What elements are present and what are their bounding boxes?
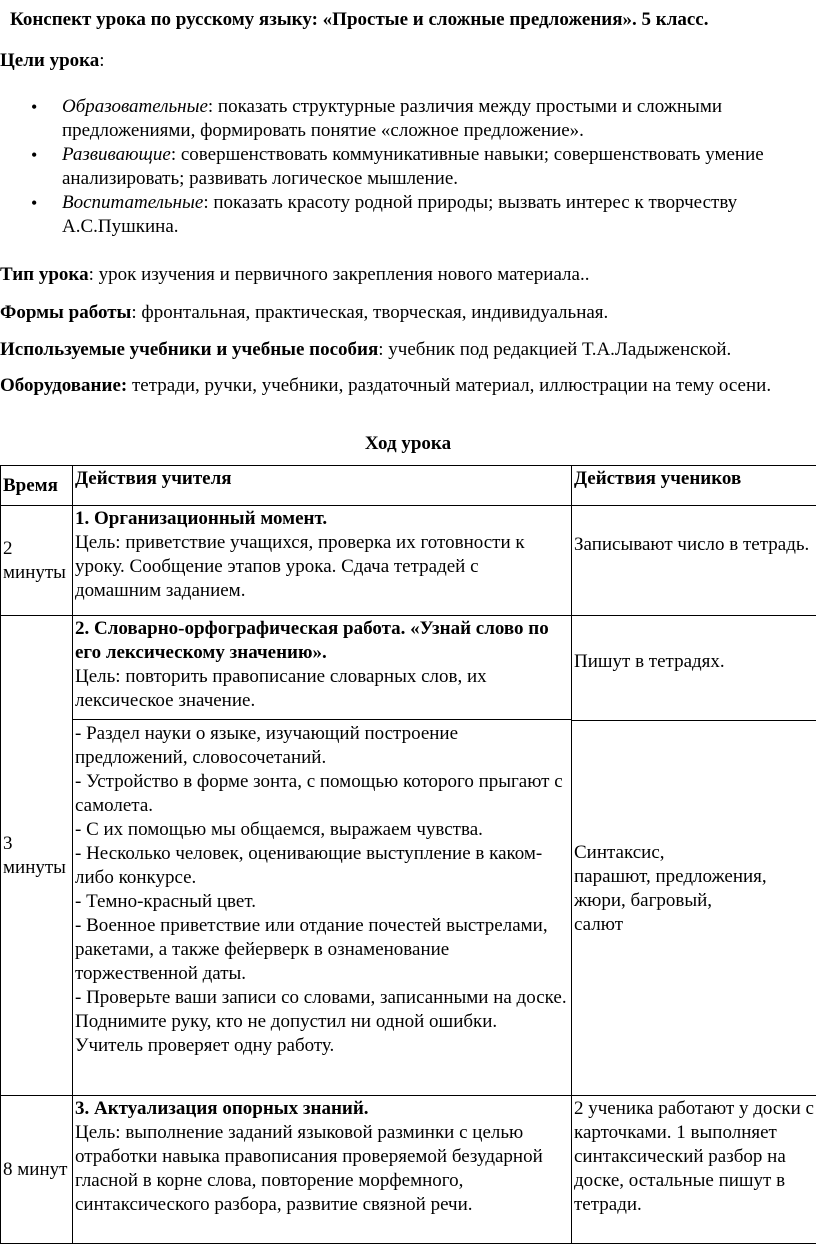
definition-line: - Устройство в форме зонта, с помощью которого прыгают с самолета. bbox=[75, 771, 563, 816]
header-time: Время bbox=[1, 466, 73, 506]
info-text: : урок изучения и первичного закрепления нового материала.. bbox=[88, 264, 590, 285]
goal-item bbox=[0, 143, 810, 191]
info-text: тетради, ручки, учебники, раздаточный материал, иллюстрации на тему осени. bbox=[127, 375, 772, 396]
table-row bbox=[1, 506, 816, 616]
pupils-cell: Записывают число в тетрадь. bbox=[572, 506, 816, 616]
cell-divider bbox=[572, 720, 816, 721]
goals-list bbox=[0, 95, 810, 239]
definition-line: - Раздел науки о языке, изучающий построение предложений, словосочетаний. bbox=[75, 723, 459, 768]
goals-heading-label: Цели урока bbox=[0, 50, 100, 71]
teacher-cell bbox=[73, 616, 572, 1096]
definition-line: Учитель проверяет одну работу. bbox=[75, 1035, 335, 1056]
goal-item bbox=[0, 95, 810, 143]
table-row bbox=[1, 616, 816, 1096]
goal-label: Воспитательные bbox=[62, 192, 204, 213]
pupils-cell: 2 ученика работают у доски с карточками. 1 выполняет синтаксический разбор на доске, остальные пишут в тетради. bbox=[572, 1096, 816, 1244]
stage-title: 2. Словарно-орфографическая работа. «Узнай слово по его лексическому значению». bbox=[75, 618, 549, 663]
info-label: Используемые учебники и учебные пособия bbox=[0, 339, 379, 360]
lesson-table bbox=[0, 465, 816, 1244]
info-text: : фронтальная, практическая, творческая, индивидуальная. bbox=[131, 302, 609, 323]
pupils-task: Пишут в тетрадях. bbox=[574, 651, 725, 672]
definition-line: - Проверьте ваши записи со словами, записанными на доске. Поднимите руку, кто не допустил ни одной ошибки. bbox=[75, 987, 567, 1032]
goal-text: : совершенствовать коммуникативные навыки; совершенствовать умение анализировать; развивать логическое мышление. bbox=[62, 144, 764, 189]
goal-text: : показать красоту родной природы; вызвать интерес к творчеству А.С.Пушкина. bbox=[62, 192, 738, 237]
header-pupils: Действия учеников bbox=[572, 466, 816, 506]
answers-block bbox=[574, 723, 816, 937]
answer-line: Синтаксис, bbox=[574, 842, 665, 863]
info-label: Тип урока bbox=[0, 264, 89, 285]
answer-line: салют bbox=[574, 914, 623, 935]
lesson-flow-heading: Ход урока bbox=[364, 433, 452, 454]
goal-label: Развивающие bbox=[62, 144, 171, 165]
stage-title: 1. Организационный момент. bbox=[75, 508, 328, 529]
goal-text: : показать структурные различия между простыми и сложными предложениями, формировать понятие «сложное предложение». bbox=[62, 96, 723, 141]
definition-line: - С их помощью мы общаемся, выражаем чувства. bbox=[75, 819, 483, 840]
document-title: Конспект урока по русскому языку: «Простые и сложные предложения». 5 класс. bbox=[10, 9, 709, 30]
stage-title: 3. Актуализация опорных знаний. bbox=[75, 1098, 369, 1119]
stage-goal: Цель: повторить правописание словарных слов, их лексическое значение. bbox=[75, 666, 487, 711]
goal-item bbox=[0, 191, 810, 239]
textbooks bbox=[0, 338, 812, 362]
goal-label: Образовательные bbox=[62, 96, 208, 117]
stage-goal: Цель: выполнение заданий языковой разминки с целью отработки навыка правописания проверяемой безударной гласной в корне слова, повторение морфемного, синтаксического разбора, развитие связной речи. bbox=[75, 1122, 543, 1215]
stage-goal: Цель: приветствие учащихся, проверка их готовности к уроку. Сообщение этапов урока. Сдача тетрадей с домашним заданием. bbox=[75, 532, 525, 601]
teacher-cell bbox=[73, 1096, 572, 1244]
lesson-type bbox=[0, 263, 812, 287]
definition-line: - Военное приветствие или отдание почестей выстрелами, ракетами, а также фейерверк в ознаменование торжественной даты. bbox=[75, 915, 548, 984]
pupils-cell bbox=[572, 616, 816, 1096]
time-cell: 3 минуты bbox=[1, 616, 73, 1096]
teacher-cell bbox=[73, 506, 572, 616]
goals-heading bbox=[0, 49, 105, 73]
cell-divider bbox=[73, 719, 571, 720]
header-teacher: Действия учителя bbox=[73, 466, 572, 506]
table-header-row bbox=[1, 466, 816, 506]
info-label: Формы работы bbox=[0, 302, 132, 323]
time-cell: 2 минуты bbox=[1, 506, 73, 616]
work-forms bbox=[0, 301, 812, 325]
definition-line: - Темно-красный цвет. bbox=[75, 891, 256, 912]
info-label: Оборудование: bbox=[0, 375, 128, 396]
table-row bbox=[1, 1096, 816, 1244]
time-cell: 8 минут bbox=[1, 1096, 73, 1244]
definition-line: - Несколько человек, оценивающие выступление в каком-либо конкурсе. bbox=[75, 843, 543, 888]
goals-heading-suffix: : bbox=[99, 50, 105, 71]
info-text: : учебник под редакцией Т.А.Ладыженской. bbox=[378, 339, 732, 360]
answer-line: парашют, предложения, bbox=[574, 866, 767, 887]
answer-line: жюри, багровый, bbox=[574, 890, 713, 911]
equipment bbox=[0, 374, 812, 398]
